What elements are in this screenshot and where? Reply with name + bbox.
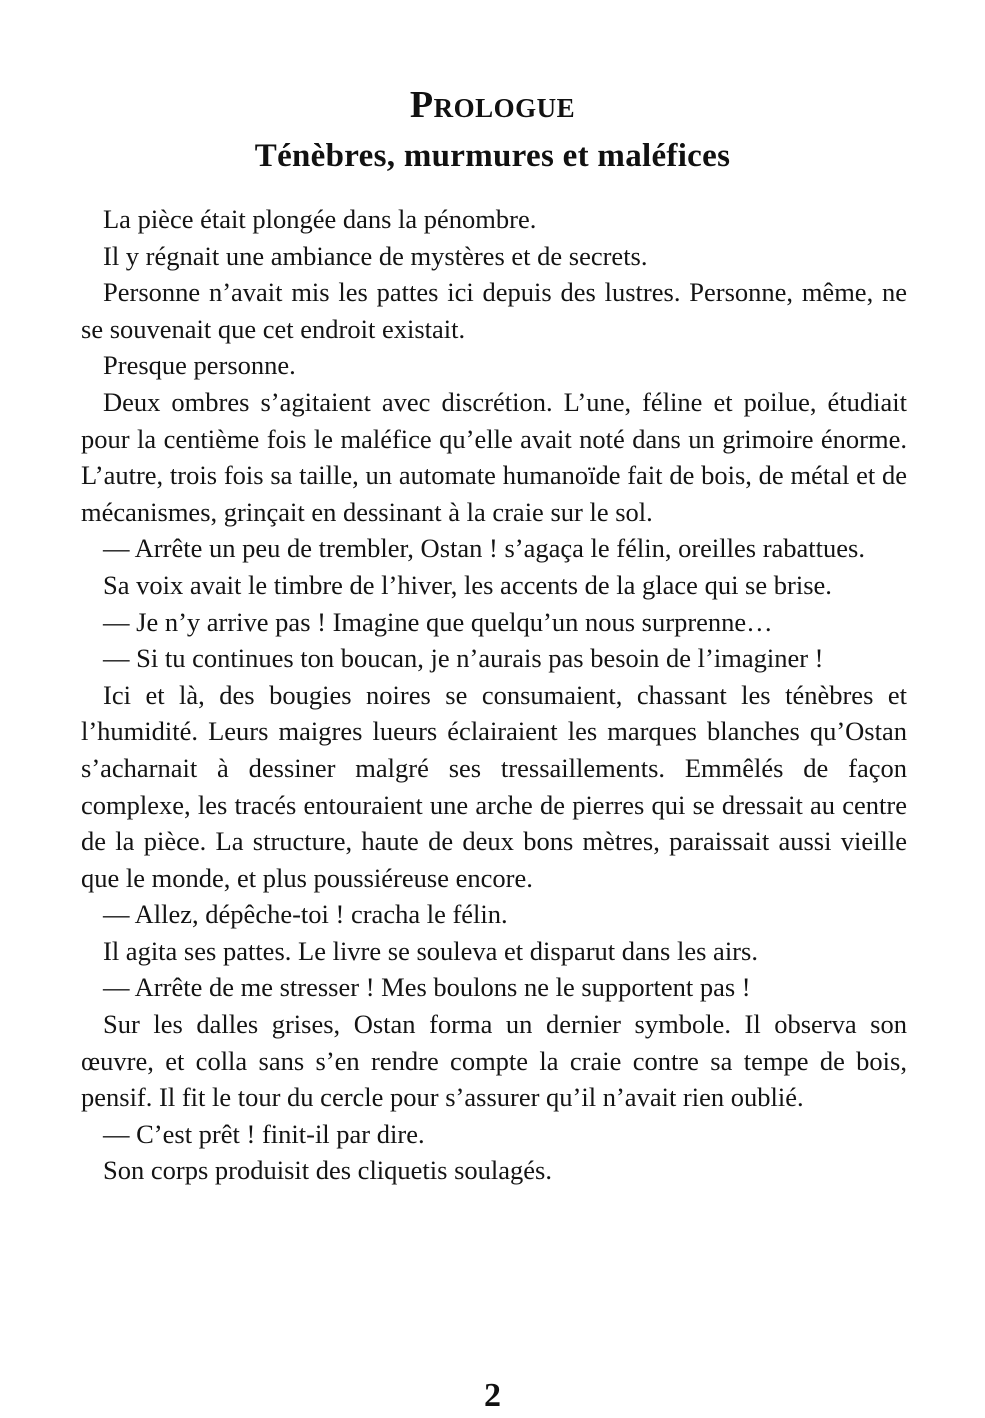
paragraph: Personne n’avait mis les pattes ici depuis des lustres. Personne, même, ne se souvenait que cet endroit existait. xyxy=(81,277,907,344)
paragraph: Son corps produisit des cliquetis soulagés. xyxy=(103,1155,552,1186)
page-number: 2 xyxy=(484,1377,501,1414)
paragraph: Il agita ses pattes. Le livre se souleva et disparut dans les airs. xyxy=(103,935,758,966)
paragraph: Sur les dalles grises, Ostan forma un dernier symbole. Il observa son œuvre, et colla sans s’en rendre compte la craie contre sa tempe de bois, pensif. Il fit le tour du cercle pour s’assurer qu’il n’avait rien oublié. xyxy=(81,1009,907,1113)
paragraph: Ici et là, des bougies noires se consumaient, chassant les ténèbres et l’humidité. Leurs maigres lueurs éclairaient les marques blanches qu’Ostan s’acharnait à dessiner malgré ses tressaillements. Emmêlés de façon complexe, les tracés entouraient une arche de pierres qui se dressait au centre de la pièce. La structure, haute de deux bons mètres, paraissait aussi vieille que le monde, et plus poussiéreuse encore. xyxy=(81,679,907,893)
paragraph: — C’est prêt ! finit-il par dire. xyxy=(103,1118,425,1149)
paragraph: — Si tu continues ton boucan, je n’aurais pas besoin de l’imaginer ! xyxy=(103,643,824,674)
paragraph: Deux ombres s’agitaient avec discrétion. L’une, féline et poilue, étudiait pour la centième fois le maléfice qu’elle avait noté dans un grimoire énorme. L’autre, trois fois sa taille, un automate humanoïde fait de bois, de métal et de mécanismes, grinçait en dessinant à la craie sur le sol. xyxy=(81,386,907,527)
paragraph: — Arrête un peu de trembler, Ostan ! s’agaça le félin, oreilles rabattues. xyxy=(103,533,865,564)
paragraph: Il y régnait une ambiance de mystères et de secrets. xyxy=(103,240,648,271)
paragraph: — Je n’y arrive pas ! Imagine que quelqu’un nous surprenne… xyxy=(103,606,773,637)
paragraph: — Allez, dépêche-toi ! cracha le félin. xyxy=(103,899,508,930)
paragraph: — Arrête de me stresser ! Mes boulons ne le supportent pas ! xyxy=(103,972,751,1003)
body-text xyxy=(81,201,907,1189)
paragraph: Presque personne. xyxy=(103,350,296,381)
chapter-title: Prologue xyxy=(409,84,576,126)
paragraph: La pièce était plongée dans la pénombre. xyxy=(103,204,537,234)
chapter-subtitle: Ténèbres, murmures et maléfices xyxy=(254,138,731,174)
paragraph: Sa voix avait le timbre de l’hiver, les accents de la glace qui se brise. xyxy=(103,569,832,600)
